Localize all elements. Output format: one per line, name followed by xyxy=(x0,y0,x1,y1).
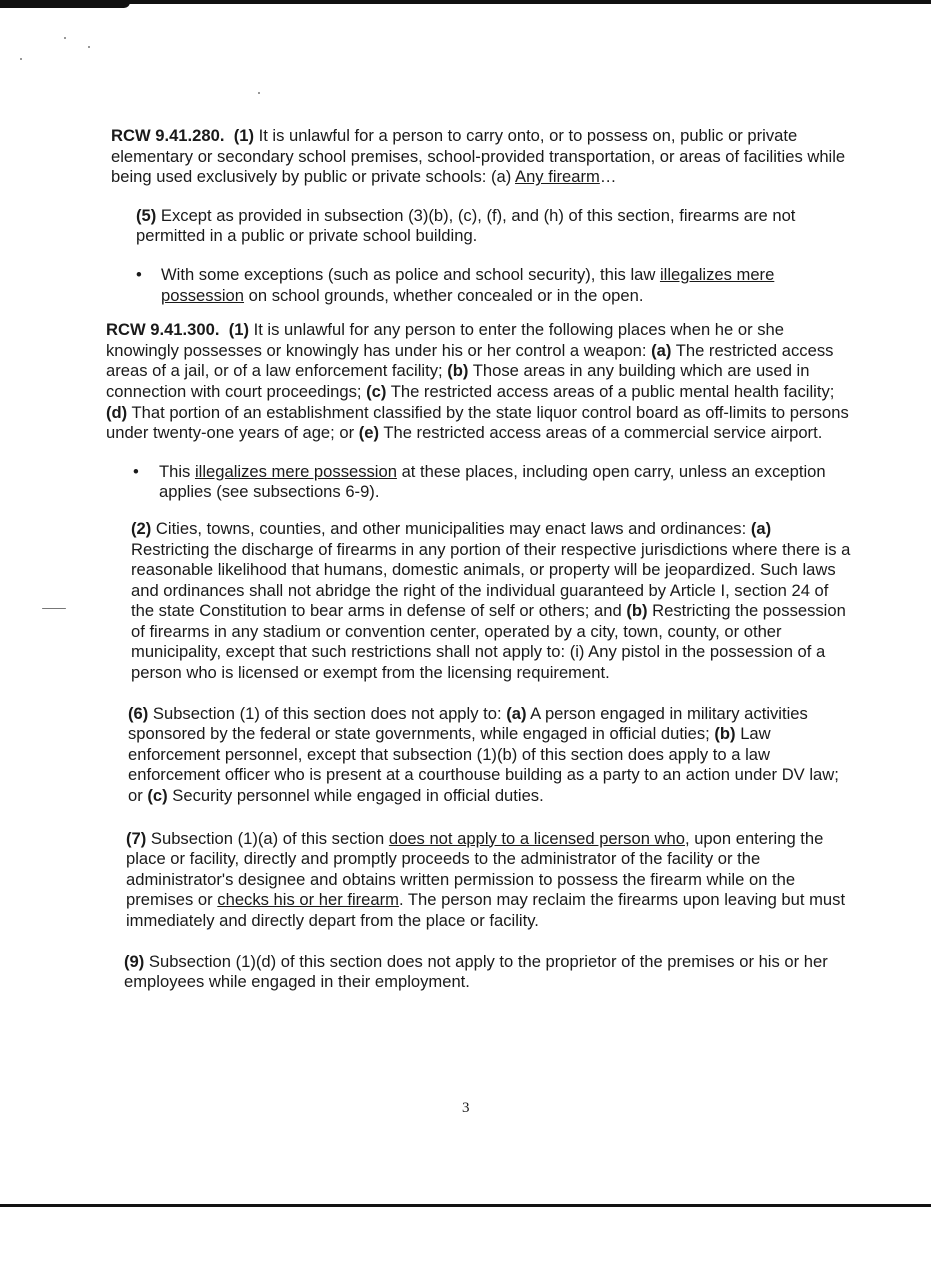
paragraph-rcw-9-41-300 xyxy=(106,320,851,444)
bullet-icon: • xyxy=(133,461,139,481)
paragraph-text: It is unlawful for any person to enter the following places when he or she knowingly possesses or knowingly has under his or her control a weapon: xyxy=(106,320,784,360)
scan-speck xyxy=(20,58,22,60)
clause-label: (a) xyxy=(651,340,672,360)
top-border-mark xyxy=(0,0,130,8)
subsection-number: (5) xyxy=(136,205,157,225)
bullet-text: on school grounds, whether concealed or in the open. xyxy=(244,285,644,305)
underlined-text: illegalizes mere possession xyxy=(194,461,397,481)
paragraph-text: Subsection (1)(a) of this section xyxy=(150,828,389,848)
paragraph-subsection-5 xyxy=(136,206,851,247)
paragraph-subsection-6 xyxy=(128,704,851,807)
paragraph-text: Subsection (1) of this section does not apply to: xyxy=(152,703,507,723)
clause-label: (d) xyxy=(106,402,128,422)
paragraph-text: The restricted access areas of a commercial service airport. xyxy=(379,423,823,443)
paragraph-text: Except as provided in subsection (3)(b), (c), (f), and (h) of this section, firearms are not permitted in a public or private school building. xyxy=(136,205,796,246)
bullet-text: This xyxy=(159,461,195,481)
page-number: 3 xyxy=(462,1100,470,1116)
paragraph-text: Restricting the discharge of firearms in any portion of their respective jurisdictions where there is a reasonable likelihood that humans, domestic animals, or property will be jeopardized. Such laws and ordinances shall not abridge the right of the individual guaranteed by Article I, section 24 of the state Constitution to bear arms in defense of self or others; and xyxy=(131,539,851,621)
paragraph-text: Those areas in any building which are used in connection with court proceedings; xyxy=(106,361,810,401)
paragraph-text: … xyxy=(599,167,617,187)
scan-speck xyxy=(42,608,66,609)
paragraph-text: Security personnel while engaged in official duties. xyxy=(167,786,544,806)
paragraph-text: A person engaged in military activities sponsored by the federal or state governments, while engaged in official duties; xyxy=(128,703,808,744)
bullet-text: at these places, including open carry, unless an exception applies (see subsections 6-9). xyxy=(159,461,826,502)
subsection-number: (1) xyxy=(228,320,249,340)
paragraph-text: It is unlawful for a person to carry onto, or to possess on, public or private elementary or secondary school premises, school-provided transportation, or areas of facilities while being used exclusively by public or private schools: (a) xyxy=(111,126,846,187)
clause-label: (e) xyxy=(358,423,380,443)
statute-citation: RCW 9.41.280. xyxy=(111,126,225,145)
underlined-text: illegalizes mere possession xyxy=(161,264,775,305)
paragraph-subsection-9 xyxy=(124,952,851,993)
paragraph-text: The restricted access areas of a public mental health facility; xyxy=(386,381,835,401)
subsection-number: (2) xyxy=(131,518,152,538)
underlined-text: does not apply to a licensed person who xyxy=(388,828,685,848)
bottom-border-line xyxy=(0,1204,931,1207)
paragraph-text: Cities, towns, counties, and other municipalities may enact laws and ordinances: xyxy=(155,518,751,538)
paragraph-text: Law enforcement personnel, except that subsection (1)(b) of this section does apply to a law enforcement officer who is present at a courthouse building as a party to an action under DV law; or xyxy=(128,724,839,806)
paragraph-text: That portion of an establishment classified by the state liquor control board as off-limits to persons under twenty-one years of age; or xyxy=(106,402,849,443)
paragraph-subsection-2 xyxy=(131,519,851,684)
underlined-text: Any firearm xyxy=(515,167,600,187)
clause-label: (c) xyxy=(366,381,387,401)
bullet-item xyxy=(106,265,851,306)
scan-speck xyxy=(258,92,260,94)
bullet-item xyxy=(106,462,851,503)
scan-speck xyxy=(88,46,90,48)
scan-speck xyxy=(64,37,66,39)
top-border-line xyxy=(0,0,931,4)
paragraph-text: . The person may reclaim the firearms upon leaving but must immediately and directly depart from the place or facility. xyxy=(126,890,846,930)
bullet-text: With some exceptions (such as police and school security), this law xyxy=(161,264,660,284)
paragraph-subsection-7 xyxy=(126,829,851,932)
clause-label: (a) xyxy=(750,518,772,538)
subsection-number: (7) xyxy=(126,828,147,848)
clause-label: (b) xyxy=(714,724,736,744)
underlined-text: checks his or her firearm xyxy=(217,890,399,910)
paragraph-text: The restricted access areas of a jail, or of a law enforcement facility; xyxy=(106,340,834,381)
clause-label: (b) xyxy=(626,601,648,621)
subsection-number: (6) xyxy=(128,703,149,723)
clause-label: (c) xyxy=(147,786,168,806)
clause-label: (a) xyxy=(506,703,527,723)
subsection-number: (1) xyxy=(233,126,254,145)
paragraph-text: Subsection (1)(d) of this section does not apply to the proprietor of the premises or his or her employees while engaged in their employment. xyxy=(124,951,828,992)
statute-citation: RCW 9.41.300. xyxy=(106,320,220,340)
paragraph-text: Restricting the possession of firearms in any stadium or convention center, operated by a city, town, county, or other municipality, except that such restrictions shall not apply to: (i) Any pistol in the possession of a person who is licensed or exempt from the licensing requirement. xyxy=(131,601,846,683)
clause-label: (b) xyxy=(447,361,469,381)
document-body xyxy=(106,126,851,993)
paragraph-rcw-9-41-280 xyxy=(111,126,851,188)
paragraph-text: , upon entering the place or facility, directly and promptly proceeds to the administrator of the facility or the administrator's designee and obtains written permission to possess the firearm while on the premises or xyxy=(126,828,824,910)
subsection-number: (9) xyxy=(124,951,145,971)
bullet-icon: • xyxy=(136,264,142,284)
